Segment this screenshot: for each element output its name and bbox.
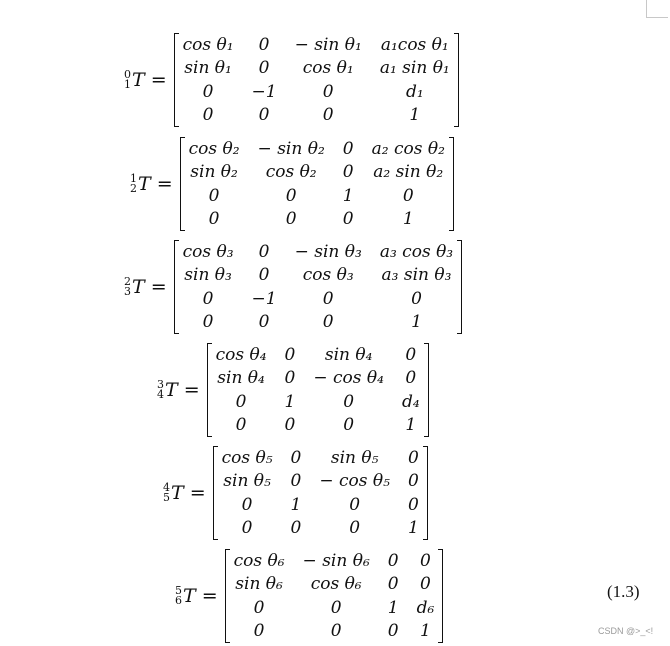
matrix-cell: 0 xyxy=(235,415,247,436)
equation-6-transform xyxy=(175,549,443,643)
subscript-frame: 1 xyxy=(124,78,131,91)
matrix-cell: 1 xyxy=(387,597,399,618)
equation-4-transform xyxy=(157,343,429,437)
equals-sign: = xyxy=(201,585,218,607)
matrix-cell: 0 xyxy=(258,58,270,79)
equals-sign: = xyxy=(189,482,206,504)
matrix-cell: d₄ xyxy=(401,391,420,412)
frame-indices xyxy=(157,380,164,400)
matrix-cell: a₁cos θ₁ xyxy=(380,34,449,55)
equation-5-transform xyxy=(163,446,428,540)
matrix-cell: − sin θ₁ xyxy=(294,34,362,55)
matrix-cell: 0 xyxy=(420,574,431,595)
matrix-row xyxy=(174,240,463,264)
matrix-cell: 0 xyxy=(202,105,214,126)
matrix-cell: 0 xyxy=(202,81,214,102)
matrix-cell: cos θ₂ xyxy=(188,138,240,159)
matrix-cell: 0 xyxy=(253,597,265,618)
matrix-cell: 0 xyxy=(342,209,354,230)
matrix-cell: 0 xyxy=(343,391,355,412)
matrix-cell: cos θ₅ xyxy=(221,447,273,468)
frame-indices xyxy=(124,70,131,90)
matrix-cell: sin θ₁ xyxy=(184,58,232,79)
matrix-cell: 0 xyxy=(405,368,417,389)
matrix-cell: 0 xyxy=(420,550,431,571)
matrix-cell: 0 xyxy=(342,162,354,183)
equals-sign: = xyxy=(183,379,200,401)
frame-indices xyxy=(175,586,182,606)
matrix-row xyxy=(207,367,429,391)
matrix-cell: 0 xyxy=(387,574,399,595)
matrix-cell: 0 xyxy=(258,241,270,262)
matrix-cell: a₃ sin θ₃ xyxy=(381,265,452,286)
matrix-cell: sin θ₂ xyxy=(190,162,238,183)
transformation-matrix xyxy=(225,549,444,643)
matrix-row xyxy=(207,414,429,438)
matrix-cell: 0 xyxy=(322,288,334,309)
transform-label xyxy=(124,69,174,91)
matrix-cell: 0 xyxy=(285,209,297,230)
matrix-cell: sin θ₅ xyxy=(223,471,271,492)
matrix-cell: 0 xyxy=(253,621,265,642)
transform-symbol: T xyxy=(171,482,184,504)
frame-indices xyxy=(163,483,170,503)
transformation-matrix xyxy=(180,137,454,231)
matrix-row xyxy=(180,208,454,232)
matrix-cell: − cos θ₅ xyxy=(319,471,390,492)
watermark: CSDN @>_<! xyxy=(598,626,654,636)
matrix-cell: 0 xyxy=(342,138,354,159)
matrix-cell: 0 xyxy=(202,288,214,309)
matrix-row xyxy=(180,161,454,185)
matrix-row xyxy=(213,493,428,517)
superscript-frame: 2 xyxy=(124,275,131,288)
matrix-cell: 1 xyxy=(342,185,354,206)
equation-3-transform xyxy=(124,240,462,334)
matrix-cell: 1 xyxy=(290,494,302,515)
superscript-frame: 3 xyxy=(157,378,164,391)
matrix-cell: 0 xyxy=(405,344,417,365)
matrix-cell: 0 xyxy=(290,471,302,492)
matrix-cell: 0 xyxy=(387,621,399,642)
matrix-cell: 0 xyxy=(258,265,270,286)
transform-symbol: T xyxy=(138,173,151,195)
frame-indices xyxy=(124,277,131,297)
matrix-cell: 0 xyxy=(241,518,253,539)
superscript-frame: 4 xyxy=(163,481,170,494)
matrix-row xyxy=(174,287,463,311)
matrix-cell: 0 xyxy=(241,494,253,515)
subscript-frame: 2 xyxy=(130,182,137,195)
subscript-frame: 6 xyxy=(175,594,182,607)
matrix-cell: 0 xyxy=(284,415,296,436)
matrix-row xyxy=(180,184,454,208)
matrix-cell: 0 xyxy=(411,288,422,309)
matrix-cell: a₂ cos θ₂ xyxy=(371,138,445,159)
matrix-cell: 0 xyxy=(407,471,419,492)
equals-sign: = xyxy=(156,173,173,195)
transform-symbol: T xyxy=(132,276,145,298)
superscript-frame: 0 xyxy=(124,68,131,81)
matrix-cell: 0 xyxy=(284,368,296,389)
transform-symbol: T xyxy=(165,379,178,401)
matrix-cell: 0 xyxy=(343,415,355,436)
matrix-cell: sin θ₄ xyxy=(324,344,373,365)
subscript-frame: 4 xyxy=(157,388,164,401)
matrix-cell: sin θ₆ xyxy=(235,574,283,595)
matrix-cell: − sin θ₃ xyxy=(294,241,362,262)
matrix-row xyxy=(174,264,463,288)
subscript-frame: 5 xyxy=(163,491,170,504)
matrix-cell: 1 xyxy=(411,312,422,333)
matrix-cell: cos θ₆ xyxy=(233,550,285,571)
matrix-cell: 0 xyxy=(290,518,302,539)
equals-sign: = xyxy=(150,69,167,91)
matrix-cell: 1 xyxy=(405,415,417,436)
transformation-matrix xyxy=(174,33,459,127)
matrix-cell: 0 xyxy=(208,209,220,230)
matrix-row xyxy=(174,57,459,81)
matrix-cell: 0 xyxy=(322,81,334,102)
equals-sign: = xyxy=(150,276,167,298)
matrix-cell: 0 xyxy=(258,34,270,55)
matrix-row xyxy=(207,343,429,367)
transform-label xyxy=(175,585,225,607)
transform-label xyxy=(124,276,174,298)
superscript-frame: 5 xyxy=(175,584,182,597)
matrix-cell: − sin θ₂ xyxy=(257,138,325,159)
matrix-cell: cos θ₁ xyxy=(182,34,234,55)
matrix-row xyxy=(225,549,444,573)
matrix-row xyxy=(225,596,444,620)
matrix-row xyxy=(174,80,459,104)
matrix-row xyxy=(213,517,428,541)
equation-number: (1.3) xyxy=(607,582,640,601)
matrix-cell: 0 xyxy=(235,391,247,412)
matrix-cell: sin θ₅ xyxy=(330,447,379,468)
equation-1-transform xyxy=(124,33,459,127)
matrix-cell: a₃ cos θ₃ xyxy=(379,241,454,262)
matrix-cell: −1 xyxy=(251,81,277,102)
matrix-cell: d₆ xyxy=(416,597,435,618)
transform-label xyxy=(163,482,213,504)
transformation-matrix xyxy=(207,343,429,437)
matrix-cell: a₁ sin θ₁ xyxy=(379,58,450,79)
matrix-cell: 0 xyxy=(208,185,220,206)
matrix-cell: 0 xyxy=(330,621,342,642)
frame-indices xyxy=(130,174,137,194)
matrix-cell: cos θ₂ xyxy=(265,162,317,183)
matrix-cell: cos θ₆ xyxy=(310,574,362,595)
matrix-cell: a₂ sin θ₂ xyxy=(373,162,444,183)
transformation-matrix xyxy=(174,240,463,334)
matrix-cell: cos θ₃ xyxy=(302,265,354,286)
matrix-cell: 0 xyxy=(285,185,297,206)
matrix-cell: 0 xyxy=(349,494,361,515)
matrix-cell: 1 xyxy=(402,209,414,230)
matrix-cell: 0 xyxy=(402,185,414,206)
matrix-row xyxy=(207,390,429,414)
matrix-row xyxy=(174,33,459,57)
matrix-cell: 0 xyxy=(202,312,214,333)
matrix-cell: 0 xyxy=(387,550,399,571)
transform-label xyxy=(157,379,207,401)
matrix-cell: 1 xyxy=(407,518,419,539)
matrix-cell: sin θ₃ xyxy=(184,265,232,286)
matrix-cell: 0 xyxy=(407,447,419,468)
matrix-cell: 0 xyxy=(322,312,334,333)
matrix-cell: 0 xyxy=(284,344,296,365)
matrix-cell: 0 xyxy=(330,597,342,618)
transform-label xyxy=(130,173,180,195)
matrix-cell: 1 xyxy=(284,391,296,412)
matrix-cell: − sin θ₆ xyxy=(302,550,370,571)
matrix-cell: sin θ₄ xyxy=(217,368,265,389)
matrix-cell: cos θ₃ xyxy=(182,241,234,262)
transform-symbol: T xyxy=(132,69,145,91)
matrix-cell: 0 xyxy=(290,447,302,468)
matrix-row xyxy=(213,446,428,470)
matrix-cell: 1 xyxy=(409,105,421,126)
matrix-row xyxy=(225,573,444,597)
matrix-cell: 0 xyxy=(258,312,270,333)
matrix-row xyxy=(174,104,459,128)
transform-symbol: T xyxy=(183,585,196,607)
equation-2-transform xyxy=(130,137,454,231)
matrix-cell: d₁ xyxy=(405,81,424,102)
matrix-row xyxy=(174,311,463,335)
matrix-cell: 0 xyxy=(407,494,419,515)
subscript-frame: 3 xyxy=(124,285,131,298)
matrix-cell: − cos θ₄ xyxy=(313,368,384,389)
matrix-row xyxy=(213,470,428,494)
superscript-frame: 1 xyxy=(130,172,137,185)
matrix-cell: 1 xyxy=(420,621,431,642)
matrix-cell: cos θ₄ xyxy=(215,344,267,365)
matrix-row xyxy=(225,620,444,644)
matrix-cell: 0 xyxy=(258,105,270,126)
page-corner-mark xyxy=(646,0,668,18)
matrix-cell: 0 xyxy=(322,105,334,126)
matrix-cell: cos θ₁ xyxy=(302,58,354,79)
matrix-cell: 0 xyxy=(349,518,361,539)
matrix-cell: −1 xyxy=(251,288,277,309)
transformation-matrix xyxy=(213,446,428,540)
matrix-row xyxy=(180,137,454,161)
